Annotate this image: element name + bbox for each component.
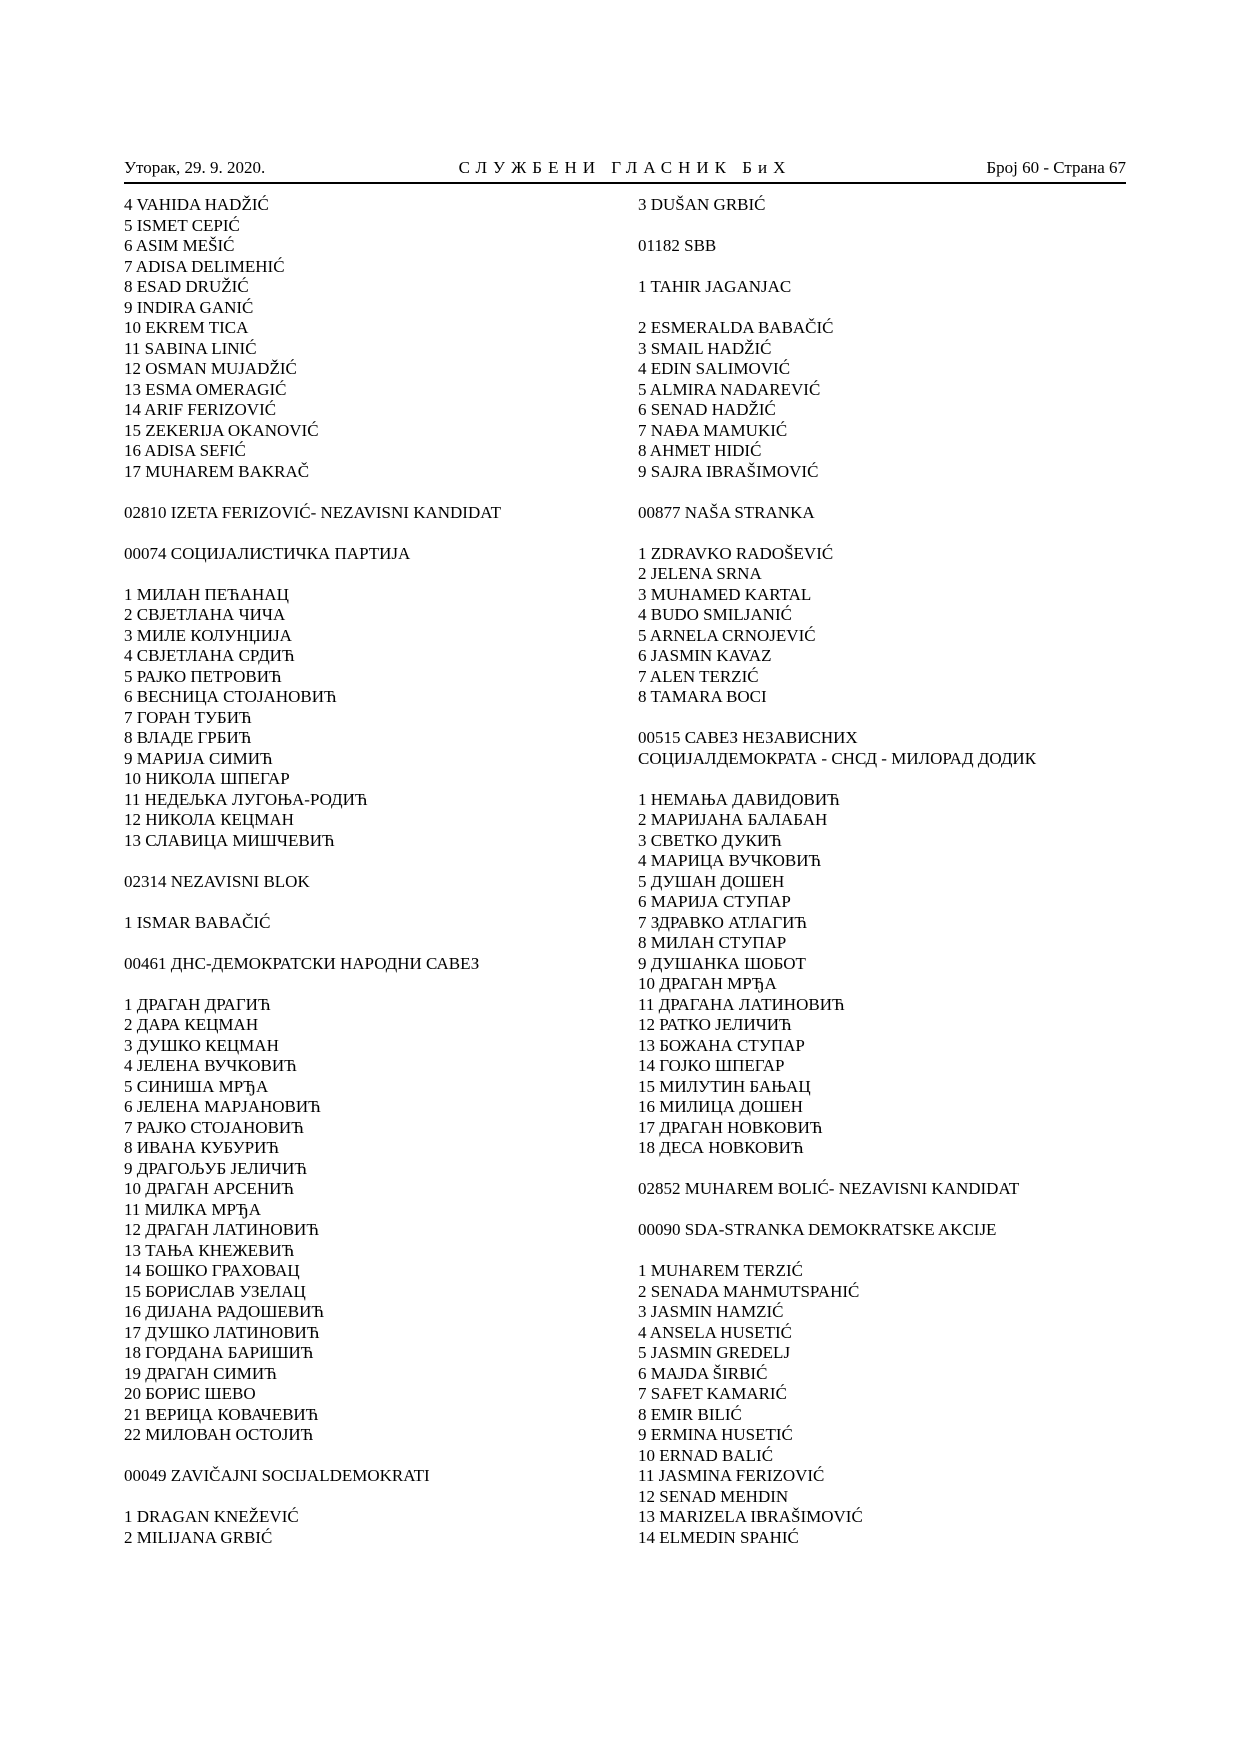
- list-item: 9 SAJRA IBRAŠIMOVIĆ: [638, 461, 819, 481]
- list-item: 5 ISMET CEPIĆ: [124, 215, 240, 235]
- list-item: 12 SENAD MEHDIN: [638, 1486, 789, 1506]
- blank-line: [638, 708, 1126, 729]
- list-item: 2 SENADA MAHMUTSPAHIĆ: [638, 1281, 860, 1301]
- list-item: 5 ALMIRA NADAREVIĆ: [638, 379, 821, 399]
- list-item: 01182 SBB: [638, 236, 717, 255]
- list-item: 13 ТАЊА КНЕЖЕВИЋ: [124, 1240, 295, 1260]
- list-item: 1 MUHAREM TERZIĆ: [638, 1261, 803, 1280]
- list-item: 6 JASMIN KAVAZ: [638, 646, 772, 665]
- list-item: 17 ДРАГАН НОВКОВИЋ: [638, 1117, 823, 1137]
- list-item: 15 БОРИСЛАВ УЗЕЛАЦ: [124, 1281, 306, 1301]
- list-item: 19 ДРАГАН СИМИЋ: [124, 1363, 277, 1383]
- list-item: 5 СИНИША МРЂА: [124, 1076, 269, 1096]
- list-item: 00074 СОЦИЈАЛИСТИЧКА ПАРТИЈА: [124, 543, 411, 563]
- list-item: 3 ДУШКО КЕЦМАН: [124, 1035, 279, 1055]
- blank-line: [638, 1241, 1126, 1262]
- list-item: 10 EKREM TICA: [124, 318, 249, 337]
- list-item: 2 ESMERALDA BABAČIĆ: [638, 318, 834, 337]
- blank-line: [124, 933, 624, 954]
- list-item: 21 ВЕРИЦА КОВАЧЕВИЋ: [124, 1404, 319, 1424]
- list-item: 14 БОШКО ГРАХОВАЦ: [124, 1261, 300, 1280]
- list-item: 4 ANSELA HUSETIĆ: [638, 1322, 792, 1342]
- blank-line: [638, 1159, 1126, 1180]
- list-item: 2 MILIJANA GRBIĆ: [124, 1527, 273, 1547]
- list-item: 1 ISMAR BABAČIĆ: [124, 912, 271, 932]
- list-item: 12 ДРАГАН ЛАТИНОВИЋ: [124, 1220, 319, 1239]
- blank-line: [124, 482, 624, 503]
- blank-line: [124, 564, 624, 585]
- list-item: 14 ELMEDIN SPAHIĆ: [638, 1527, 799, 1547]
- blank-line: [124, 523, 624, 544]
- list-item: 00049 ZAVIČAJNI SOCIJALDEMOKRATI: [124, 1466, 430, 1485]
- list-item: 3 DUŠAN GRBIĆ: [638, 195, 766, 214]
- list-item: 1 МИЛАН ПЕЋАНАЦ: [124, 584, 289, 604]
- blank-line: [638, 257, 1126, 278]
- blank-line: [124, 1487, 624, 1508]
- page-header: [124, 158, 1126, 182]
- list-item: 18 ГОРДАНА БАРИШИЋ: [124, 1343, 314, 1362]
- list-item: 02852 MUHAREM BOLIĆ- NEZAVISNI KANDIDAT: [638, 1179, 1020, 1198]
- list-item: 7 ALEN TERZIĆ: [638, 666, 759, 686]
- list-item: 8 ESAD DRUŽIĆ: [124, 277, 249, 296]
- header-date: Уторак, 29. 9. 2020.: [124, 158, 266, 177]
- list-item: 10 ДРАГАН АРСЕНИЋ: [124, 1179, 294, 1198]
- list-item: 13 ESMA OMERAGIĆ: [124, 379, 287, 399]
- list-item: 2 МАРИЈАНА БАЛАБАН: [638, 810, 828, 829]
- list-item: 1 DRAGAN KNEŽEVIĆ: [124, 1507, 299, 1526]
- list-item: 12 OSMAN MUJADŽIĆ: [124, 359, 297, 378]
- list-item: 16 ДИЈАНА РАДОШЕВИЋ: [124, 1302, 324, 1321]
- list-item: 4 VAHIDA HADŽIĆ: [124, 195, 269, 214]
- list-item: 20 БОРИС ШЕВО: [124, 1384, 256, 1403]
- list-item: 11 ДРАГАНА ЛАТИНОВИЋ: [638, 994, 845, 1014]
- list-item: 6 ЈЕЛЕНА МАРЈАНОВИЋ: [124, 1097, 321, 1116]
- header-rule: [124, 182, 1126, 184]
- list-item: 10 ERNAD BALIĆ: [638, 1445, 774, 1465]
- list-item: 8 EMIR BILIĆ: [638, 1404, 742, 1424]
- blank-line: [638, 523, 1126, 544]
- list-item: 6 ВЕСНИЦА СТОЈАНОВИЋ: [124, 687, 337, 706]
- list-item: 7 ЗДРАВКО АТЛАГИЋ: [638, 912, 807, 932]
- list-item: 00461 ДНС-ДЕМОКРАТСКИ НАРОДНИ САВЕЗ: [124, 953, 480, 973]
- list-item: 2 JELENA SRNA: [638, 564, 762, 583]
- list-item: 7 SAFET KAMARIĆ: [638, 1384, 787, 1403]
- list-item: 10 НИКОЛА ШПЕГАР: [124, 769, 290, 788]
- list-item: 9 ДУШАНКА ШОБОТ: [638, 953, 806, 973]
- list-item: 5 ARNELA CRNOJEVIĆ: [638, 625, 816, 645]
- list-item: 11 SABINA LINIĆ: [124, 338, 257, 358]
- list-item: 7 NAĐA MAMUKIĆ: [638, 420, 788, 440]
- list-item: 13 БОЖАНА СТУПАР: [638, 1035, 805, 1055]
- blank-line: [638, 298, 1126, 319]
- list-item: 16 МИЛИЦА ДОШЕН: [638, 1097, 803, 1116]
- list-item: 1 ДРАГАН ДРАГИЋ: [124, 994, 271, 1014]
- blank-line: [638, 216, 1126, 237]
- list-item: 11 НЕДЕЉКА ЛУГОЊА-РОДИЋ: [124, 789, 368, 809]
- list-item: 12 РАТКО ЈЕЛИЧИЋ: [638, 1015, 792, 1034]
- list-item: 3 СВЕТКО ДУКИЋ: [638, 830, 782, 850]
- list-item: 3 SMAIL HADŽIĆ: [638, 338, 772, 358]
- list-item: 3 МИЛЕ КОЛУНЏИЈА: [124, 625, 292, 645]
- blank-line: [638, 1200, 1126, 1221]
- list-item: 02810 IZETA FERIZOVIĆ- NEZAVISNI KANDIDAT: [124, 502, 502, 522]
- header-title: СЛУЖБЕНИ ГЛАСНИК БиХ: [458, 158, 792, 177]
- blank-line: [124, 892, 624, 913]
- list-item: 14 ГОЈКО ШПЕГАР: [638, 1056, 785, 1075]
- list-item: 1 TAHIR JAGANJAC: [638, 277, 792, 296]
- list-item: 13 MARIZELA IBRAŠIMOVIĆ: [638, 1507, 863, 1526]
- list-item: 1 ZDRAVKO RADOŠEVIĆ: [638, 543, 834, 563]
- list-item: 6 ASIM MEŠIĆ: [124, 236, 235, 255]
- list-item: 13 СЛАВИЦА МИШЧЕВИЋ: [124, 830, 335, 850]
- list-item: 15 ZEKERIJA OKANOVIĆ: [124, 420, 319, 440]
- list-item: 4 EDIN SALIMOVIĆ: [638, 359, 791, 378]
- list-item: 8 МИЛАН СТУПАР: [638, 933, 787, 952]
- blank-line: [638, 482, 1126, 503]
- list-item: 7 ГОРАН ТУБИЋ: [124, 707, 252, 727]
- list-item: 9 INDIRA GANIĆ: [124, 297, 254, 317]
- list-item: 10 ДРАГАН МРЂА: [638, 974, 777, 993]
- list-item: 4 МАРИЦА ВУЧКОВИЋ: [638, 851, 822, 870]
- list-item: 22 МИЛОВАН ОСТОЈИЋ: [124, 1425, 314, 1444]
- list-item: 4 BUDO SMILJANIĆ: [638, 605, 792, 624]
- list-item: 6 SENAD HADŽIĆ: [638, 400, 776, 419]
- list-item: 3 JASMIN HAMZIĆ: [638, 1302, 784, 1321]
- right-column: [638, 195, 1126, 1548]
- list-item: 4 СВЈЕТЛАНА СРДИЋ: [124, 646, 295, 665]
- list-item: 17 ДУШКО ЛАТИНОВИЋ: [124, 1322, 320, 1342]
- list-item: 18 ДЕСА НОВКОВИЋ: [638, 1138, 804, 1157]
- list-item: 16 ADISA SEFIĆ: [124, 441, 246, 460]
- list-item: 15 МИЛУТИН БАЊАЦ: [638, 1076, 811, 1096]
- blank-line: [638, 769, 1126, 790]
- list-item: 7 ADISA DELIMEHIĆ: [124, 256, 285, 276]
- list-item: 8 TAMARA BOCI: [638, 687, 767, 706]
- list-item: 9 МАРИЈА СИМИЋ: [124, 748, 273, 768]
- list-item: 8 ИВАНА КУБУРИЋ: [124, 1138, 279, 1157]
- list-item: 5 JASMIN GREDELJ: [638, 1343, 791, 1362]
- list-item: 8 ВЛАДЕ ГРБИЋ: [124, 728, 252, 747]
- blank-line: [124, 1446, 624, 1467]
- blank-line: [124, 974, 624, 995]
- list-item: 4 ЈЕЛЕНА ВУЧКОВИЋ: [124, 1056, 297, 1075]
- list-item: 2 СВЈЕТЛАНА ЧИЧА: [124, 605, 286, 624]
- list-item: 12 НИКОЛА КЕЦМАН: [124, 810, 294, 829]
- list-item: 2 ДАРА КЕЦМАН: [124, 1015, 259, 1034]
- list-item: 6 MAJDA ŠIRBIĆ: [638, 1363, 768, 1383]
- list-item: 9 ERMINA HUSETIĆ: [638, 1425, 793, 1444]
- list-item: 00515 САВЕЗ НЕЗАВИСНИХ: [638, 728, 858, 747]
- list-item: 1 НЕМАЊА ДАВИДОВИЋ: [638, 789, 840, 809]
- list-item: 02314 NEZAVISNI BLOK: [124, 871, 310, 891]
- list-item: 00090 SDA-STRANKA DEMOKRATSKE AKCIJE: [638, 1220, 997, 1239]
- header-page-number: Број 60 - Страна 67: [986, 158, 1126, 177]
- list-item: 5 РАЈКО ПЕТРОВИЋ: [124, 666, 282, 686]
- list-item: 5 ДУШАН ДОШЕН: [638, 871, 785, 891]
- list-item: 11 МИЛКА МРЂА: [124, 1199, 262, 1219]
- list-item: СОЦИЈАЛДЕМОКРАТА - СНСД - МИЛОРАД ДОДИК: [638, 748, 1037, 768]
- list-item: 14 ARIF FERIZOVIĆ: [124, 400, 277, 419]
- list-item: 7 РАЈКО СТОЈАНОВИЋ: [124, 1117, 304, 1137]
- list-item: 6 МАРИЈА СТУПАР: [638, 892, 791, 911]
- list-item: 17 MUHAREM BAKRAČ: [124, 461, 310, 481]
- list-item: 00877 NAŠA STRANKA: [638, 502, 815, 522]
- list-item: 9 ДРАГОЉУБ ЈЕЛИЧИЋ: [124, 1158, 307, 1178]
- list-item: 11 JASMINA FERIZOVIĆ: [638, 1466, 825, 1485]
- list-item: 8 AHMET HIDIĆ: [638, 441, 762, 460]
- left-column: [124, 195, 624, 1548]
- blank-line: [124, 851, 624, 872]
- list-item: 3 MUHAMED KARTAL: [638, 584, 812, 604]
